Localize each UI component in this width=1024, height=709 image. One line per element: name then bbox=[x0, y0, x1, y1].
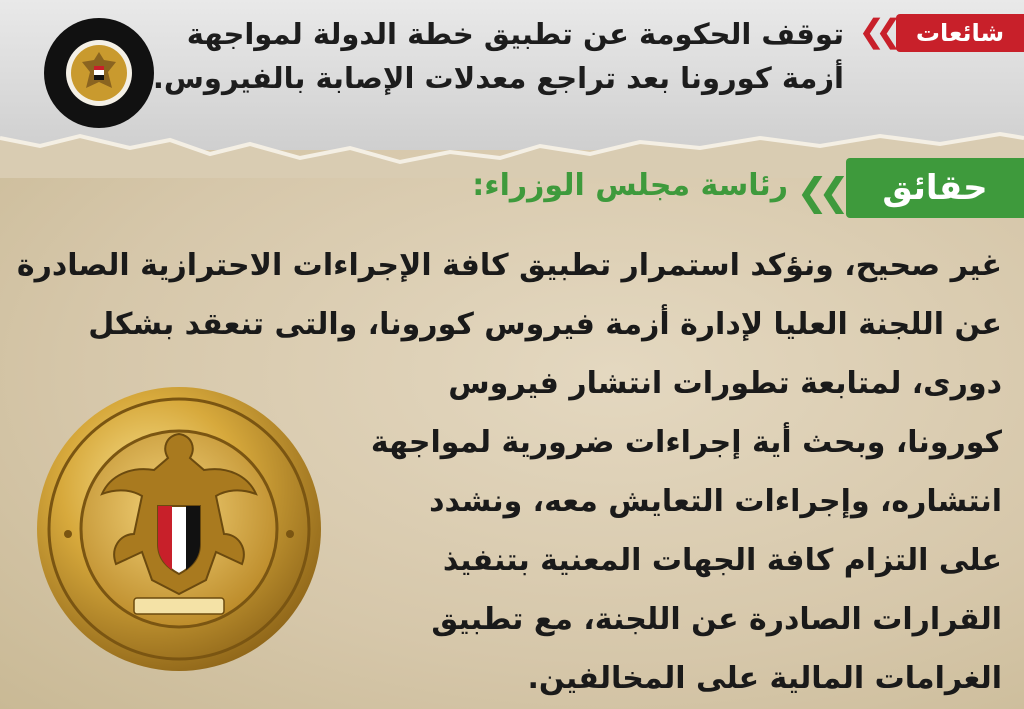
body-line: انتشاره، وإجراءات التعايش معه، ونشدد bbox=[429, 484, 1002, 519]
body-line: الغرامات المالية على المخالفين. bbox=[527, 661, 1002, 696]
facts-tag: حقائق bbox=[846, 158, 1024, 218]
body-line: دورى، لمتابعة تطورات انتشار فيروس bbox=[448, 366, 1002, 401]
rumor-tag: شائعات bbox=[896, 14, 1024, 52]
chevron-red-icon: ❮❮ bbox=[858, 12, 892, 50]
rumor-line: توقف الحكومة عن تطبيق خطة الدولة لمواجهة bbox=[186, 17, 844, 51]
body-line: كورونا، وبحث أية إجراءات ضرورية لمواجهة bbox=[370, 425, 1002, 460]
rumor-statement bbox=[154, 12, 844, 100]
body-line: على التزام كافة الجهات المعنية بتنفيذ bbox=[442, 543, 1002, 578]
body-line: القرارات الصادرة عن اللجنة، مع تطبيق bbox=[431, 602, 1002, 637]
chevron-green-icon: ❮❮ bbox=[796, 170, 840, 214]
media-center-logo bbox=[44, 18, 154, 128]
body-line: عن اللجنة العليا لإدارة أزمة فيروس كورونا، والتى تنعقد بشكل bbox=[88, 307, 1002, 342]
facts-source: رئاسة مجلس الوزراء: bbox=[472, 168, 788, 203]
body-line: غير صحيح، ونؤكد استمرار تطبيق كافة الإجراءات الاحترازية الصادرة bbox=[16, 248, 1002, 283]
cabinet-seal bbox=[34, 384, 324, 674]
rumor-line: أزمة كورونا بعد تراجع معدلات الإصابة بالفيروس. bbox=[152, 61, 844, 95]
